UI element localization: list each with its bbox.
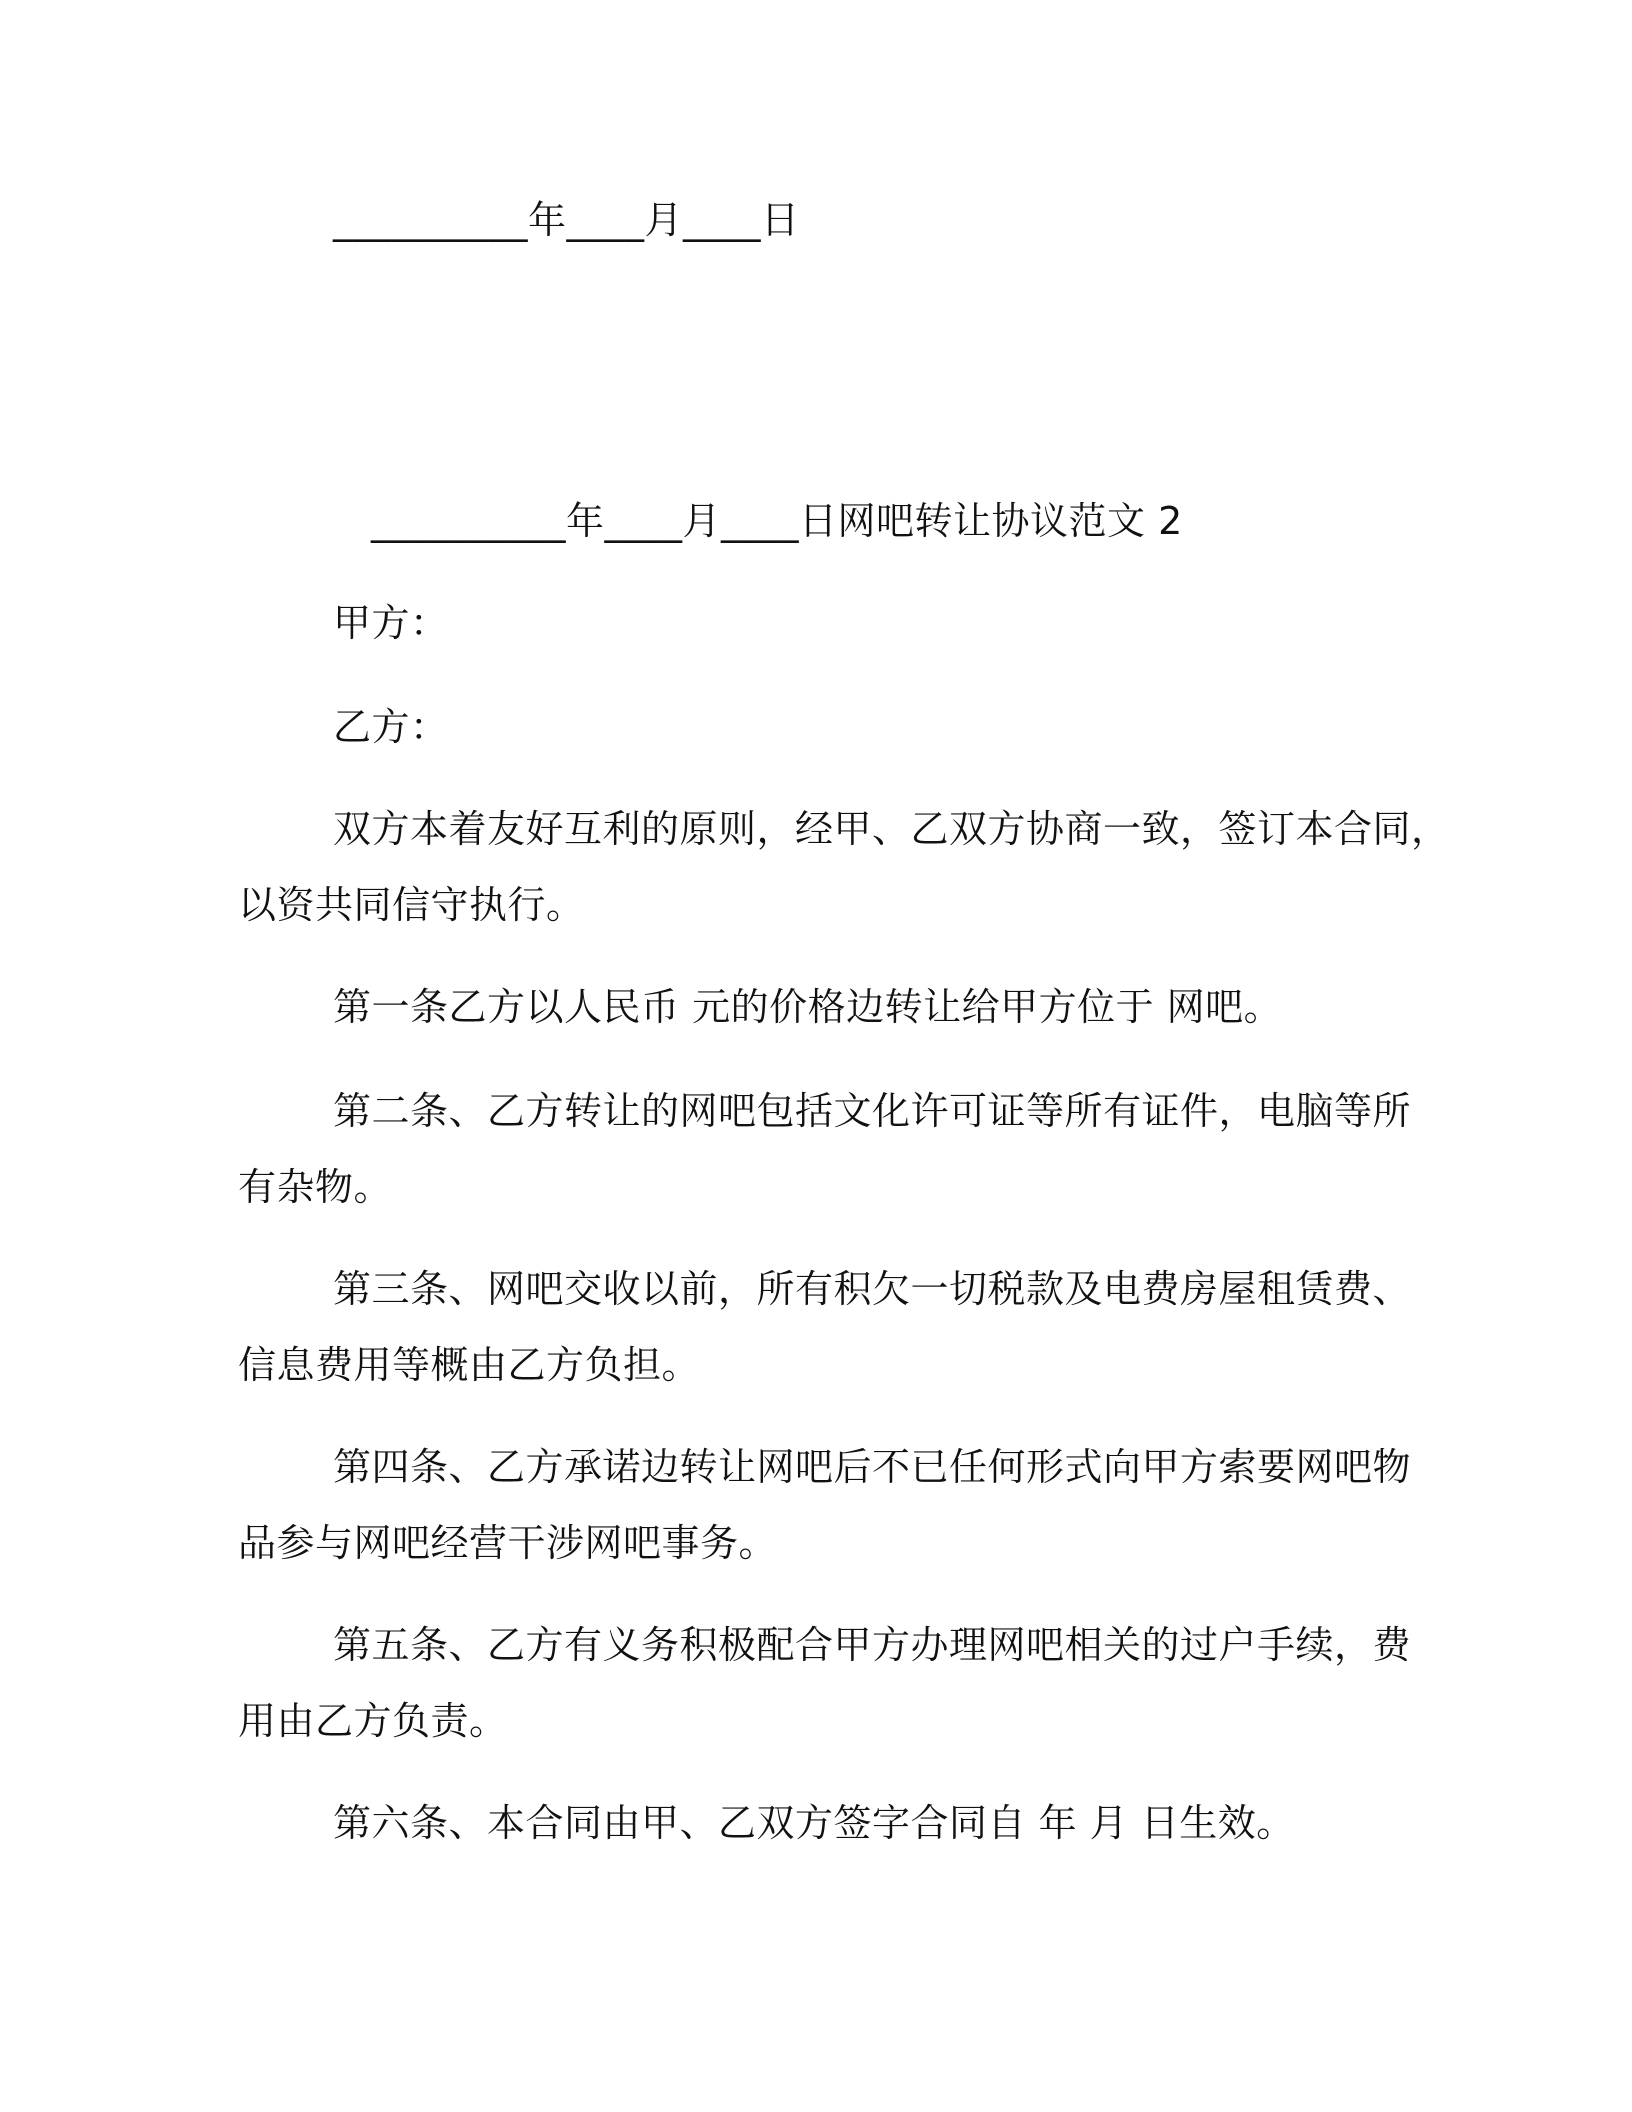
article-2-line-1: 第二条、乙方转让的网吧包括文化许可证等所有证件，电脑等所 <box>333 1089 1412 1133</box>
article-3-line-1: 第三条、网吧交收以前，所有积欠一切税款及电费房屋租赁费、 <box>333 1267 1412 1311</box>
party-a-label: 甲方： <box>333 601 449 645</box>
intro-paragraph-line-2: 以资共同信守执行。 <box>238 883 585 927</box>
party-b-label: 乙方： <box>333 705 449 749</box>
signature-date-line: __________年____月____日 <box>333 198 800 242</box>
article-2-line-2: 有杂物。 <box>238 1165 393 1209</box>
article-6: 第六条、本合同由甲、乙双方签字合同自 年 月 日生效。 <box>333 1801 1295 1845</box>
intro-paragraph-line-1: 双方本着友好互利的原则，经甲、乙双方协商一致，签订本合同， <box>333 807 1450 851</box>
article-1: 第一条乙方以人民币 元的价格边转让给甲方位于 网吧。 <box>333 985 1283 1029</box>
article-3-line-2: 信息费用等概由乙方负担。 <box>238 1343 701 1387</box>
article-4-line-1: 第四条、乙方承诺边转让网吧后不已任何形式向甲方索要网吧物 <box>333 1445 1412 1489</box>
article-4-line-2: 品参与网吧经营干涉网吧事务。 <box>238 1521 778 1565</box>
article-5-line-2: 用由乙方负责。 <box>238 1699 508 1743</box>
document-title: __________年____月____日网吧转让协议范文 2 <box>371 499 1183 543</box>
article-5-line-1: 第五条、乙方有义务积极配合甲方办理网吧相关的过户手续，费 <box>333 1623 1412 1667</box>
